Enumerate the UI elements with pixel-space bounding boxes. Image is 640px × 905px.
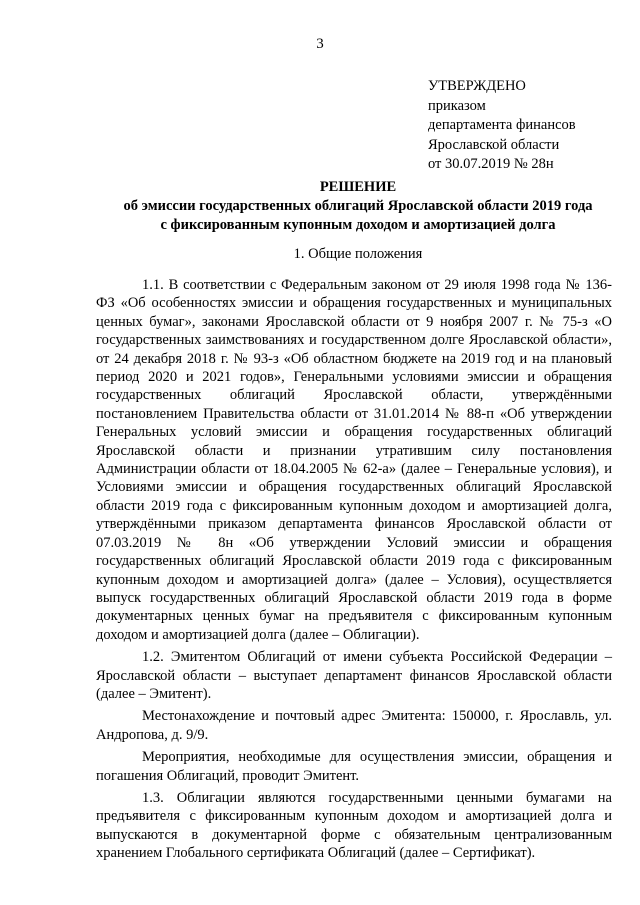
section-heading: 1. Общие положения (293, 246, 423, 262)
title-subtitle: об эмиссии государственных облигаций Ярославской области 2019 года (123, 198, 593, 214)
approval-line: приказом (428, 97, 486, 114)
document-body (96, 276, 612, 867)
title-heading: РЕШЕНИЕ (319, 179, 397, 195)
paragraph: Мероприятия, необходимые для осуществления эмиссии, обращения и погашения Облигаций, проводит Эмитент. (96, 749, 612, 784)
approval-heading: УТВЕРЖДЕНО (428, 78, 526, 94)
title-subtitle: с фиксированным купонным доходом и амортизацией долга (160, 217, 556, 233)
approval-date: от 30.07.2019 № 28н (428, 156, 554, 172)
page-number: 3 (316, 36, 324, 52)
approval-line: Ярославской области (428, 136, 560, 153)
paragraph: 1.1. В соответствии с Федеральным законом от 29 июля 1998 года № 136-ФЗ «Об особенностях эмиссии и обращения государственных и муниципальных ценных бумаг», законами Ярославской области от 9 ноября 2007 г. № 75-з «О государственных заимствованиях и государственном долге Ярославской области», от 24 декабря 2018 г. № 93-з «Об областном бюджете на 2019 год и на плановый период 2020 и 2021 годов», Генеральными условиями эмиссии и обращения государственных облигаций Ярославской области, утверждёнными постановлением Правительства области от 31.01.2014 № 88-п «Об утверждении Генеральных условий эмиссии и обращения государственных облигаций Ярославской области и признании утратившим силу постановления Администрации области от 18.04.2005 № 62-а» (далее – Генеральные условия), и Условиями эмиссии и обращения государственных облигаций Ярославской области 2019 года с фиксированным купонным доходом и амортизацией долга, утверждёнными приказом департамента финансов Ярославской области от 07.03.2019 № 8н «Об утверждении Условий эмиссии и обращения государственных облигаций Ярославской области 2019 года с фиксированным купонным доходом и амортизацией долга» (далее – Условия), осуществляется выпуск государственных облигаций Ярославской области 2019 года в форме документарных ценных бумаг на предъявителя с фиксированным купонным доходом и амортизацией долга (далее – Облигации). (96, 277, 612, 643)
paragraph: 1.2. Эмитентом Облигаций от имени субъекта Российской Федерации – Ярославской области – выступает департамент финансов Ярославской области (далее – Эмитент). (96, 649, 612, 702)
document-title (96, 178, 620, 235)
paragraph: Местонахождение и почтовый адрес Эмитента: 150000, г. Ярославль, ул. Андропова, д. 9/9. (96, 708, 612, 743)
approval-stamp-block (428, 77, 576, 175)
paragraph: 1.3. Облигации являются государственными ценными бумагами на предъявителя с фиксированным купонным доходом и амортизацией долга и выпускаются в документарной форме с обязательным централизованным хранением Глобального сертификата Облигаций (далее – Сертификат). (96, 789, 612, 862)
approval-line: департамента финансов (428, 117, 576, 133)
